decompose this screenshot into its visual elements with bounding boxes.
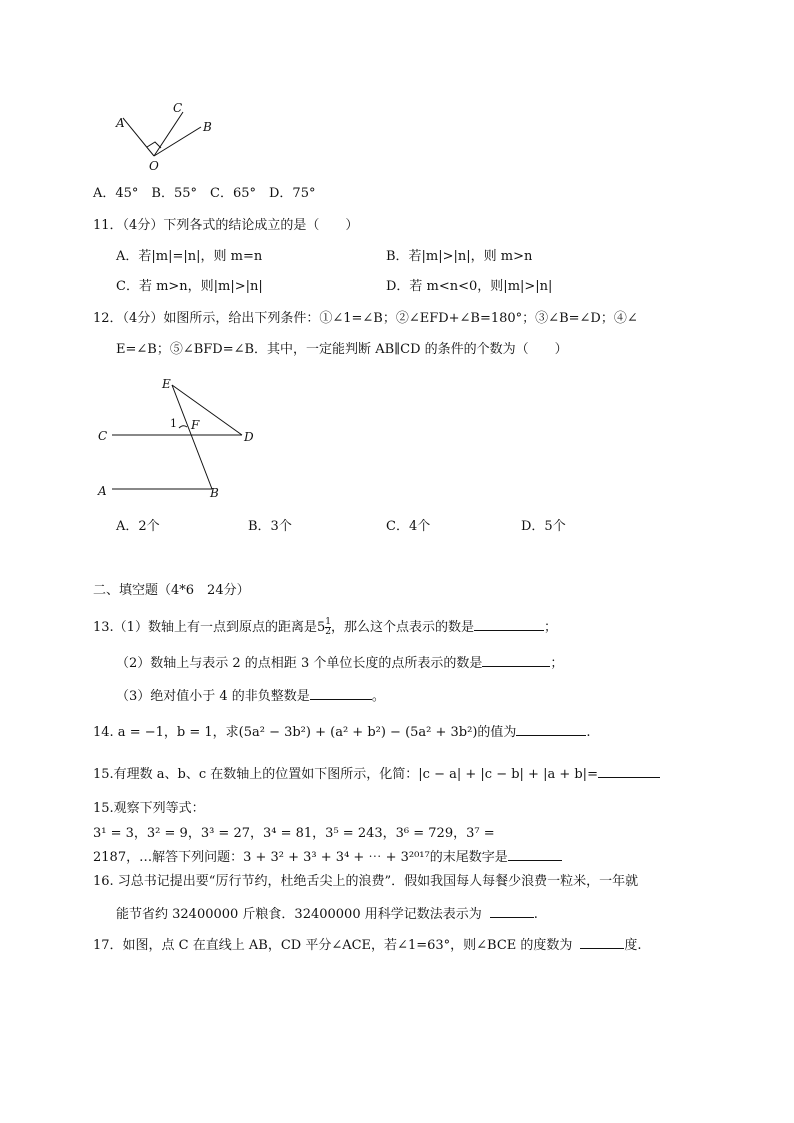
parallel-lines-figure-q12 (90, 372, 270, 502)
answer-blank (474, 618, 544, 631)
q13-part3-end: 。 (371, 689, 385, 704)
label-c: C (173, 101, 183, 115)
q12-option-c: C．4个 (386, 519, 431, 534)
q14 (93, 723, 591, 741)
answer-blank (580, 936, 624, 949)
q16-line1: 16. 习总书记提出要“厉行节约，杜绝舌尖上的浪费”．假如我国每人每餐少浪费一粒米，一年就 (93, 874, 639, 889)
label-o: O (149, 159, 159, 173)
label-e: E (162, 377, 171, 391)
q13-part1 (93, 618, 557, 637)
q11-stem: 11．（4分）下列各式的结论成立的是（ ） (93, 218, 359, 233)
q12-option-a: A．2个 (116, 519, 160, 534)
q12-stem-line1: 12．（4分）如图所示，给出下列条件：①∠1=∠B；②∠EFD+∠B=180°；③∠B=∠D；④∠ (93, 311, 638, 326)
label-a: A (116, 116, 125, 130)
q16-line2-text: 能节省约 32400000 斤粮食．32400000 用科学记数法表示为 (116, 907, 482, 922)
q14-end: . (586, 725, 591, 740)
q16-line2 (116, 905, 538, 923)
q17-end: 度. (624, 938, 642, 953)
answer-blank (598, 765, 660, 778)
label-c: C (98, 429, 108, 443)
q13-part2-text: （2）数轴上与表示 2 的点相距 3 个单位长度的点所表示的数是 (116, 656, 483, 671)
q15-observe-line1: 3¹ = 3，3² = 9，3³ = 27，3⁴ = 81，3⁵ = 243，3⁶ = 729，3⁷ = (93, 826, 495, 841)
q10-choices: A．45° B．55° C．65° D．75° (93, 186, 316, 201)
q13-part1-end: ； (543, 620, 557, 635)
fraction-denominator: 2 (325, 627, 331, 637)
answer-blank (490, 905, 534, 918)
q11-option-b: B．若|m|>|n|，则 m>n (386, 249, 533, 264)
q11-option-c: C．若 m>n，则|m|>|n| (116, 279, 263, 294)
q15-observe-title: 15.观察下列等式： (93, 801, 205, 816)
section-title: 二、填空题（4*6 24分） (93, 583, 250, 598)
q13-part3 (116, 687, 385, 705)
q15-observe-line2-text: 2187，…解答下列问题：3 + 3² + 3³ + 3⁴ + ⋯ + 3²⁰¹⁷的末尾数字是 (93, 850, 508, 865)
q13-part1-suffix: ，那么这个点表示的数是 (330, 620, 474, 635)
q11-option-d: D．若 m<n<0，则|m|>|n| (386, 279, 553, 294)
q16-end: . (533, 907, 538, 922)
q12-option-d: D．5个 (521, 519, 566, 534)
q12-stem-line2: E=∠B；⑤∠BFD=∠B．其中，一定能判断 AB∥CD 的条件的个数为（ ） (116, 342, 568, 357)
label-f: F (191, 418, 200, 432)
answer-blank (508, 848, 562, 861)
q14-text: 14. a = −1，b = 1，求(5a² − 3b²) + (a² + b²) − (5a² + 3b²)的值为 (93, 725, 517, 740)
q13-part2 (116, 654, 563, 672)
label-a: A (98, 484, 107, 498)
q13-part1-prefix: 13.（1）数轴上有一点到原点的距离是5 (93, 620, 326, 635)
answer-blank (482, 654, 550, 667)
angle-figure-q10 (108, 98, 223, 173)
q11-option-a: A．若|m|=|n|，则 m=n (116, 249, 263, 264)
q15-abs-text: 15.有理数 a、b、c 在数轴上的位置如下图所示，化简：|c − a| + |c − b| + |a + b|= (93, 767, 598, 782)
q17 (93, 936, 642, 954)
q15-observe-line2 (93, 848, 562, 866)
q17-text: 17．如图，点 C 在直线上 AB，CD 平分∠ACE，若∠1=63°，则∠BCE 的度数为 (93, 938, 573, 953)
fraction-numerator: 1 (325, 617, 331, 627)
q13-part2-end: ； (550, 656, 564, 671)
label-b: B (210, 486, 219, 500)
answer-blank (516, 723, 586, 736)
label-angle-1: 1 (170, 417, 177, 430)
answer-blank (310, 687, 372, 700)
q15-abs-value (93, 765, 660, 783)
label-d: D (244, 430, 254, 444)
label-b: B (203, 120, 212, 134)
q12-option-b: B．3个 (248, 519, 292, 534)
q13-part3-text: （3）绝对值小于 4 的非负整数是 (116, 689, 310, 704)
